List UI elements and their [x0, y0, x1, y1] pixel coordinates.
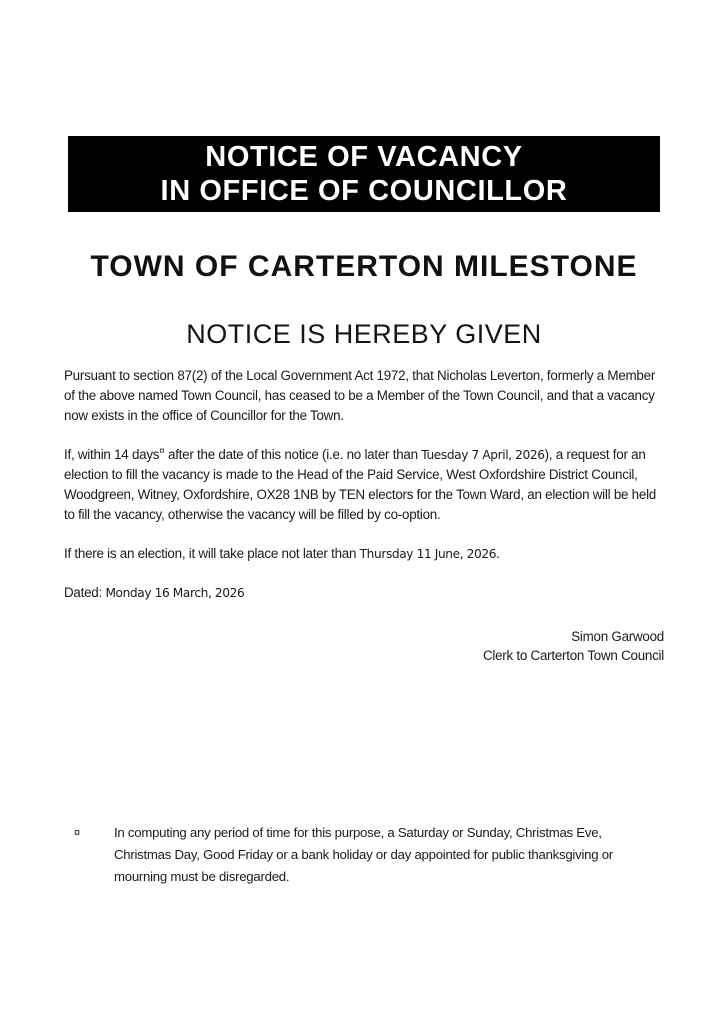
footnote-marker: ¤ — [74, 827, 80, 839]
footnote-text: In computing any period of time for this purpose, a Saturday or Sunday, Christmas Eve, Christmas Day, Good Friday or a bank holiday or day appointed for public thanksgiving or mourning must be disregarded. — [114, 825, 613, 884]
banner-line-2: IN OFFICE OF COUNCILLOR — [160, 175, 568, 207]
request-text-after-marker: after the date of this notice (i.e. no later than — [164, 447, 422, 462]
paragraph-election-request — [64, 445, 664, 525]
dated-line — [64, 583, 664, 603]
request-deadline-date: Tuesday 7 April, 2026 — [421, 448, 545, 462]
notice-body — [64, 366, 664, 665]
footnote-reference-marker: ¤ — [159, 445, 165, 457]
dated-label: Dated: — [64, 585, 106, 600]
dated-value: Monday 16 March, 2026 — [105, 586, 245, 600]
election-text-after-date: . — [496, 546, 500, 561]
request-text-before-marker: If, within 14 days — [64, 447, 160, 462]
notice-banner — [68, 136, 660, 212]
signature-block — [64, 627, 664, 665]
signatory-title: Clerk to Carterton Town Council — [482, 648, 664, 663]
request-text-after-date: ), a request for an election to fill the vacancy is made to the Head of the Paid Service, West Oxfordshire District Council, Woodgreen, Witney, Oxfordshire, OX28 1NB by TEN electors for the Town Ward, an election will be held to fill the vacancy, otherwise the vacancy will be filled by co-option. — [64, 447, 656, 522]
paragraph-pursuant-text: Pursuant to section 87(2) of the Local Government Act 1972, that Nicholas Leverton, formerly a Member of the above named Town Council, has ceased to be a Member of the Town Council, and that a vacancy now exists in the office of Councillor for the Town. — [64, 368, 656, 423]
notice-given-heading: NOTICE IS HEREBY GIVEN — [186, 319, 542, 349]
election-latest-date: Thursday 11 June, 2026 — [359, 547, 497, 561]
election-text-before-date: If there is an election, it will take place not later than — [64, 546, 360, 561]
banner-line-1: NOTICE OF VACANCY — [205, 141, 523, 173]
footnote — [74, 822, 662, 888]
paragraph-pursuant — [64, 366, 664, 426]
signatory-name: Simon Garwood — [571, 629, 664, 644]
town-heading: TOWN OF CARTERTON MILESTONE — [90, 250, 638, 283]
paragraph-election-date — [64, 544, 664, 564]
